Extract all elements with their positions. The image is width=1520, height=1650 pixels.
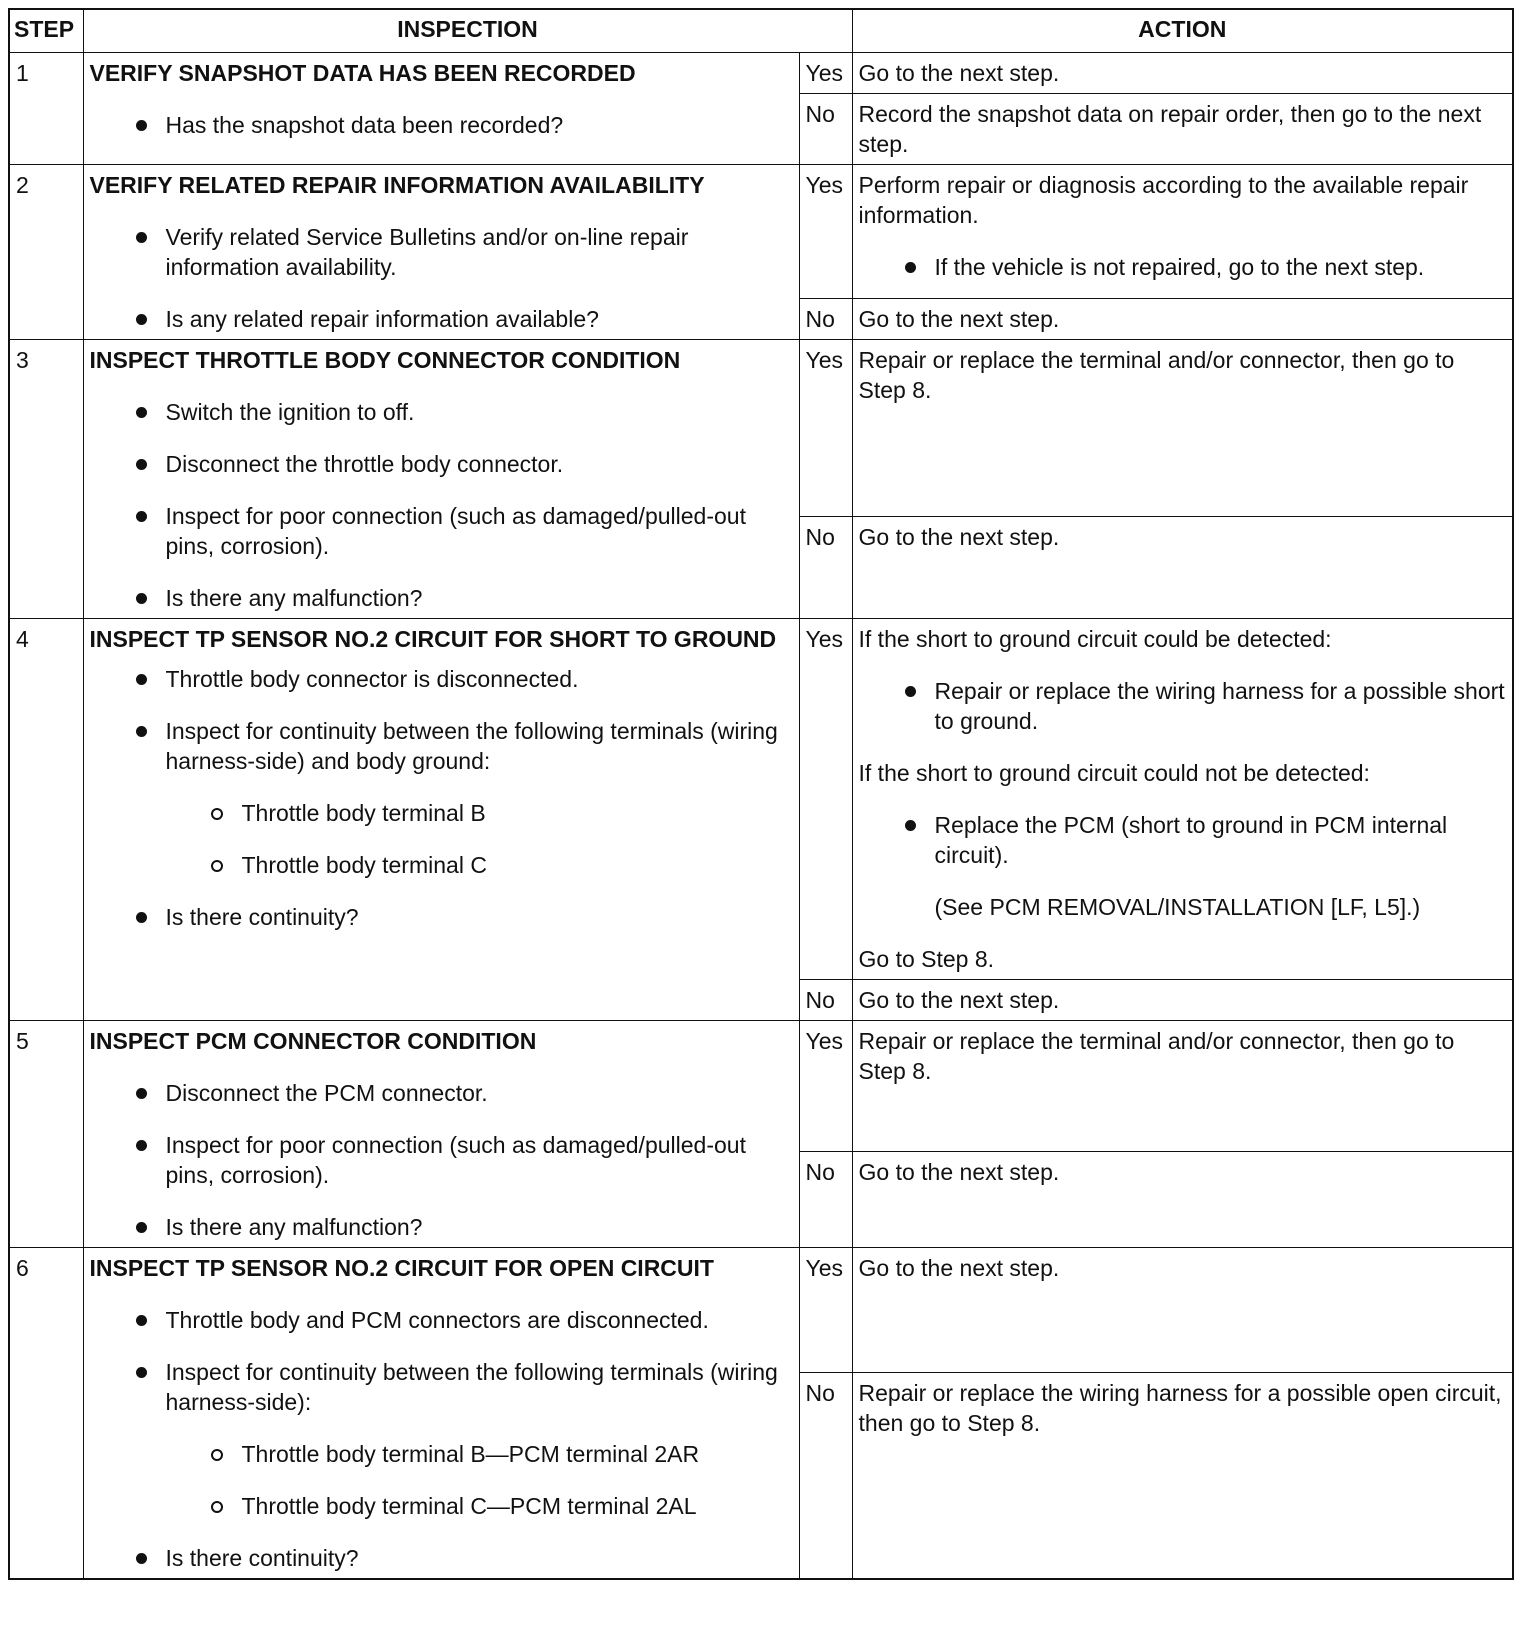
sub-bullet: Throttle body terminal B [166,798,793,828]
inspection-cell [83,53,799,165]
inspection-bullet: Has the snapshot data been recorded? [90,110,793,140]
inspection-bullet: Inspect for continuity between the following terminals (wiring harness-side): [165,1359,778,1415]
inspection-list [90,1078,793,1242]
inspection-bullet: Is there any malfunction? [90,583,793,613]
inspection-list [90,110,793,140]
inspection-title: INSPECT TP SENSOR NO.2 CIRCUIT FOR OPEN CIRCUIT [89,1255,714,1281]
yes-action: Go to the next step. [852,1248,1513,1373]
diagnostic-table [8,8,1514,1580]
inspection-bullet: Disconnect the throttle body connector. [90,449,793,479]
step-row [9,165,1513,299]
no-action: Record the snapshot data on repair order, then go to the next step. [852,94,1513,165]
no-action: Go to the next step. [852,1152,1513,1248]
no-action: Repair or replace the wiring harness for a possible open circuit, then go to Step 8. [852,1373,1513,1580]
inspection-bullet: Inspect for poor connection (such as damaged/pulled-out pins, corrosion). [90,501,793,561]
inspection-bullet: Inspect for continuity between the following terminals (wiring harness-side) and body ground: [165,718,778,774]
step-row [9,340,1513,517]
inspection-title: VERIFY SNAPSHOT DATA HAS BEEN RECORDED [89,60,636,86]
inspection-bullet-group [90,1357,793,1521]
action-list [859,810,1507,870]
inspection-list [90,397,793,613]
step-number: 1 [9,53,83,165]
step-number: 3 [9,340,83,619]
inspection-title: INSPECT TP SENSOR NO.2 CIRCUIT FOR SHORT TO GROUND [89,626,777,652]
step-number: 5 [9,1021,83,1248]
inspection-bullet: Is there any malfunction? [90,1212,793,1242]
action-final: Go to Step 8. [858,946,995,972]
step-row [9,53,1513,94]
inspection-bullet: Is there continuity? [90,902,793,932]
yes-action-cell [852,165,1513,299]
inspection-list [90,1305,793,1573]
step-number: 6 [9,1248,83,1580]
no-label: No [799,980,852,1021]
inspection-list [90,222,793,334]
yes-label: Yes [799,53,852,94]
inspection-title: INSPECT PCM CONNECTOR CONDITION [89,1028,537,1054]
sub-list [166,798,793,880]
sub-bullet: Throttle body terminal C [166,850,793,880]
inspection-bullet: Throttle body connector is disconnected. [90,664,793,694]
action-bullet: Replace the PCM (short to ground in PCM internal circuit). [859,810,1507,870]
no-label: No [799,1373,852,1580]
inspection-bullet: Throttle body and PCM connectors are disconnected. [90,1305,793,1335]
inspection-title: VERIFY RELATED REPAIR INFORMATION AVAILABILITY [89,172,705,198]
yes-label: Yes [799,165,852,299]
yes-action: Repair or replace the terminal and/or connector, then go to Step 8. [852,340,1513,517]
yes-action: Perform repair or diagnosis according to the available repair information. [858,172,1469,228]
yes-action: Go to the next step. [852,53,1513,94]
inspection-bullet: Verify related Service Bulletins and/or on-line repair information availability. [90,222,793,282]
sub-bullet: Throttle body terminal B—PCM terminal 2AR [166,1439,793,1469]
action-list [859,252,1507,282]
step-number: 4 [9,619,83,1021]
inspection-bullet: Is any related repair information available? [90,304,793,334]
inspection-cell [83,1021,799,1248]
yes-label: Yes [799,1021,852,1152]
action-reference: (See PCM REMOVAL/INSTALLATION [LF, L5].) [934,894,1421,920]
step-row [9,619,1513,980]
no-label: No [799,299,852,340]
action-bullet: If the vehicle is not repaired, go to the next step. [859,252,1507,282]
no-action: Go to the next step. [852,980,1513,1021]
inspection-title: INSPECT THROTTLE BODY CONNECTOR CONDITION [89,347,681,373]
inspection-bullet-group [90,716,793,880]
inspection-bullet: Disconnect the PCM connector. [90,1078,793,1108]
no-label: No [799,1152,852,1248]
inspection-bullet: Inspect for poor connection (such as damaged/pulled-out pins, corrosion). [90,1130,793,1190]
inspection-bullet: Switch the ignition to off. [90,397,793,427]
step-row [9,1021,1513,1152]
header-inspection: INSPECTION [83,9,852,53]
action-intro: If the short to ground circuit could not be detected: [858,760,1370,786]
yes-action-cell [852,619,1513,980]
no-action: Go to the next step. [852,299,1513,340]
step-row [9,1248,1513,1373]
inspection-cell [83,1248,799,1580]
inspection-list [90,664,793,932]
sub-bullet: Throttle body terminal C—PCM terminal 2AL [166,1491,793,1521]
action-list [859,676,1507,736]
inspection-cell [83,619,799,1021]
step-number: 2 [9,165,83,340]
no-action: Go to the next step. [852,517,1513,619]
yes-label: Yes [799,340,852,517]
inspection-cell [83,165,799,340]
action-bullet: Repair or replace the wiring harness for a possible short to ground. [859,676,1507,736]
header-row [9,9,1513,53]
sub-list [166,1439,793,1521]
inspection-bullet: Is there continuity? [90,1543,793,1573]
yes-label: Yes [799,619,852,980]
header-action: ACTION [852,9,1513,53]
no-label: No [799,517,852,619]
no-label: No [799,94,852,165]
inspection-cell [83,340,799,619]
header-step: STEP [9,9,83,53]
action-intro: If the short to ground circuit could be detected: [858,626,1332,652]
yes-label: Yes [799,1248,852,1373]
yes-action: Repair or replace the terminal and/or connector, then go to Step 8. [852,1021,1513,1152]
